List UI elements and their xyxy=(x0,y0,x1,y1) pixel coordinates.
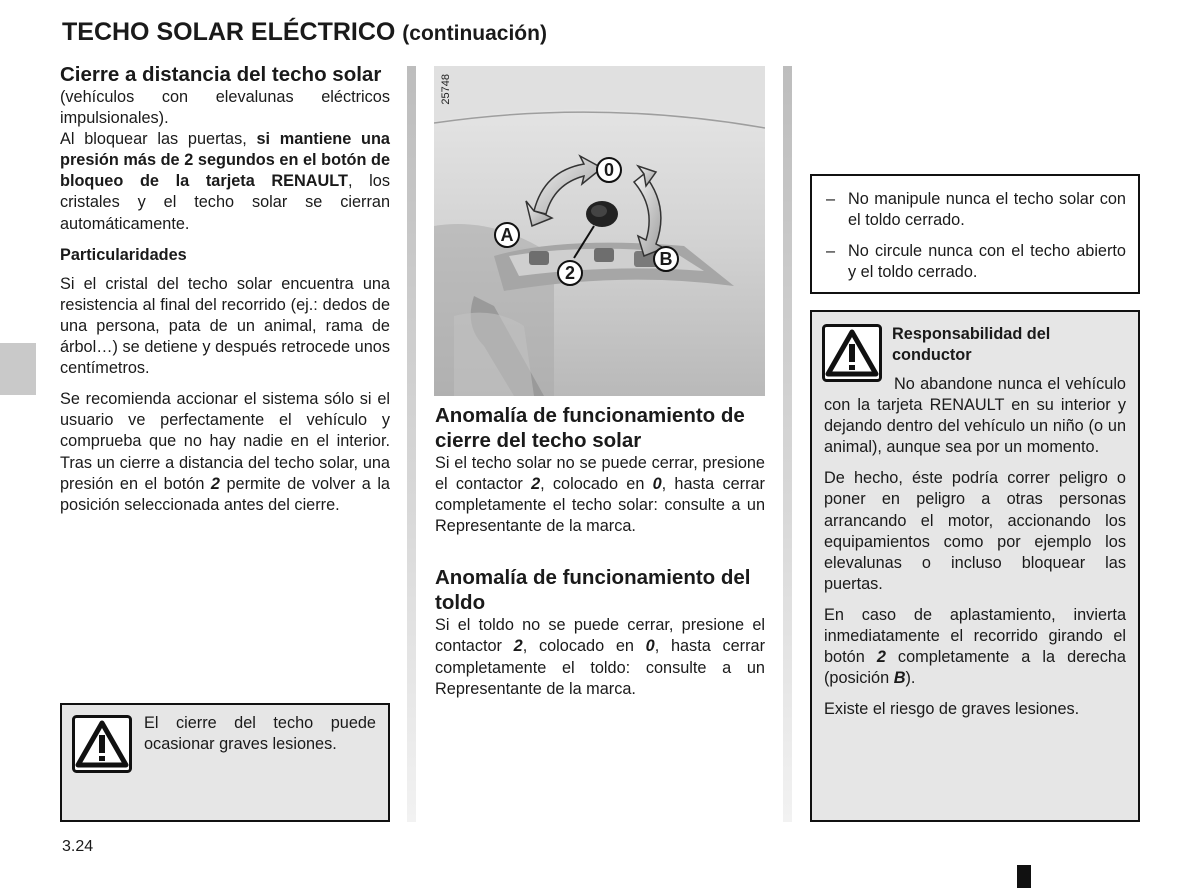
warning-paragraph-3 xyxy=(824,605,1126,689)
position-label-b: B xyxy=(653,246,679,272)
warning-box-roof-closing xyxy=(60,703,390,822)
locking-text-bold: si mantiene una presión más de 2 segundos en el botón de bloqueo de la tarjeta RENAULT xyxy=(60,130,390,191)
paragraph-blind-malfunction xyxy=(435,615,765,699)
note-item-2-text: No circule nunca con el techo abierto y el toldo cerrado. xyxy=(848,242,1126,282)
locking-text-c: , los cristales y el techo solar se cierran automáticamente. xyxy=(60,172,390,233)
warning-paragraph-4: Existe el riesgo de graves lesiones. xyxy=(824,700,1080,719)
roof-malfunction-text-c: , colocado en xyxy=(540,475,653,494)
page-edge-mark xyxy=(1017,865,1031,888)
note-item-2 xyxy=(826,241,1126,283)
blind-malfunction-position: 0 xyxy=(645,637,655,656)
paragraph-vehicles: (vehículos con elevalunas eléctricos impulsionales). xyxy=(60,88,390,128)
recommendation-text-a: Se recomienda accionar el sistema sólo si el usuario ve perfectamente el vehículo y comprueba que no hay nadie en el interior. Tras un cierre a distancia del techo solar, una presión en el botón xyxy=(60,390,390,493)
position-label-a: A xyxy=(494,222,520,248)
sunroof-illustration xyxy=(434,66,765,396)
roof-malfunction-position: 0 xyxy=(652,475,662,494)
section-heading-remote-close: Cierre a distancia del techo solar xyxy=(60,63,382,86)
position-label-0: 0 xyxy=(596,157,622,183)
paragraph-recommendation xyxy=(60,389,390,516)
warning-paragraph-1: No abandone nunca el vehículo con la tarjeta RENAULT en su interior y dejando dentro del vehículo un niño (o un animal), aunque sea por un momento. xyxy=(824,375,1126,457)
warning-p3-text-a: En caso de aplastamiento, invierta inmediatamente el recorrido girando el botón xyxy=(824,605,1126,667)
dash-bullet: – xyxy=(826,190,836,208)
roof-malfunction-button: 2 xyxy=(531,475,541,494)
paragraph-resistance: Si el cristal del techo solar encuentra una resistencia al final del recorrido (ej.: dedos de una persona, pata de un animal, rama de árbol…) se detiene y después retrocede unos centímetros. xyxy=(60,274,390,378)
warning-triangle-icon xyxy=(72,715,132,773)
middle-column xyxy=(435,403,765,710)
figure-code: 25748 xyxy=(440,74,452,105)
section-heading-blind-malfunction: Anomalía de funcionamiento del toldo xyxy=(435,566,751,615)
locking-text-a: Al bloquear las puertas, xyxy=(60,130,257,149)
blind-malfunction-button: 2 xyxy=(513,637,523,656)
roof-malfunction-text-a: Si el techo solar no se puede cerrar, presione el contactor xyxy=(435,454,765,494)
warning-p3-text-c: completamente a la derecha (posición xyxy=(824,648,1126,688)
page-title xyxy=(62,18,547,47)
recommendation-button-number: 2 xyxy=(210,474,220,493)
subheading-particularidades: Particularidades xyxy=(60,245,187,264)
note-item-1 xyxy=(826,189,1126,231)
recommendation-text-c: permite de volver a la posición seleccionada antes del cierre. xyxy=(60,474,390,514)
warning-p3-button: 2 xyxy=(876,648,886,667)
warning-text-roof-closing: El cierre del techo puede ocasionar graves lesiones. xyxy=(144,714,376,754)
roof-malfunction-text-e: , hasta cerrar completamente el techo solar: consulte a un Representante de la marca. xyxy=(435,475,765,536)
page-title-subtitle: (continuación) xyxy=(402,22,547,45)
page-number: 3.24 xyxy=(62,838,94,855)
column-divider-left xyxy=(407,66,416,822)
blind-malfunction-text-e: , hasta cerrar completamente el toldo: consulte a un Representante de la marca. xyxy=(435,637,765,698)
warning-p3-position: B xyxy=(893,669,906,688)
note-item-1-text: No manipule nunca el techo solar con el toldo cerrado. xyxy=(848,190,1126,230)
warning-body-driver-responsibility xyxy=(824,374,1126,730)
left-column xyxy=(60,62,390,526)
button-label-2: 2 xyxy=(557,260,583,286)
blind-malfunction-text-a: Si el toldo no se puede cerrar, presione el contactor xyxy=(435,616,765,656)
section-tab xyxy=(0,343,36,395)
dash-bullet: – xyxy=(826,242,836,261)
column-divider-right xyxy=(783,66,792,822)
warning-title-driver-responsibility: Responsabilidad del conductor xyxy=(892,325,1051,365)
page-title-main: TECHO SOLAR ELÉCTRICO xyxy=(62,18,396,46)
warning-p3-text-e: ). xyxy=(905,669,916,688)
note-box-precautions xyxy=(810,174,1140,294)
warning-box-driver-responsibility xyxy=(810,310,1140,822)
blind-malfunction-text-c: , colocado en xyxy=(522,637,646,656)
paragraph-locking xyxy=(60,129,390,234)
section-heading-roof-malfunction: Anomalía de funcionamiento de cierre del techo solar xyxy=(435,404,745,452)
warning-paragraph-2: De hecho, éste podría correr peligro o poner en peligro a otras personas arrancando el motor, accionando los equipamientos como por ejemplo los elevalunas o incluso bloquear las puertas. xyxy=(824,469,1126,593)
sunroof-control-figure xyxy=(434,66,765,396)
paragraph-roof-malfunction xyxy=(435,453,765,537)
